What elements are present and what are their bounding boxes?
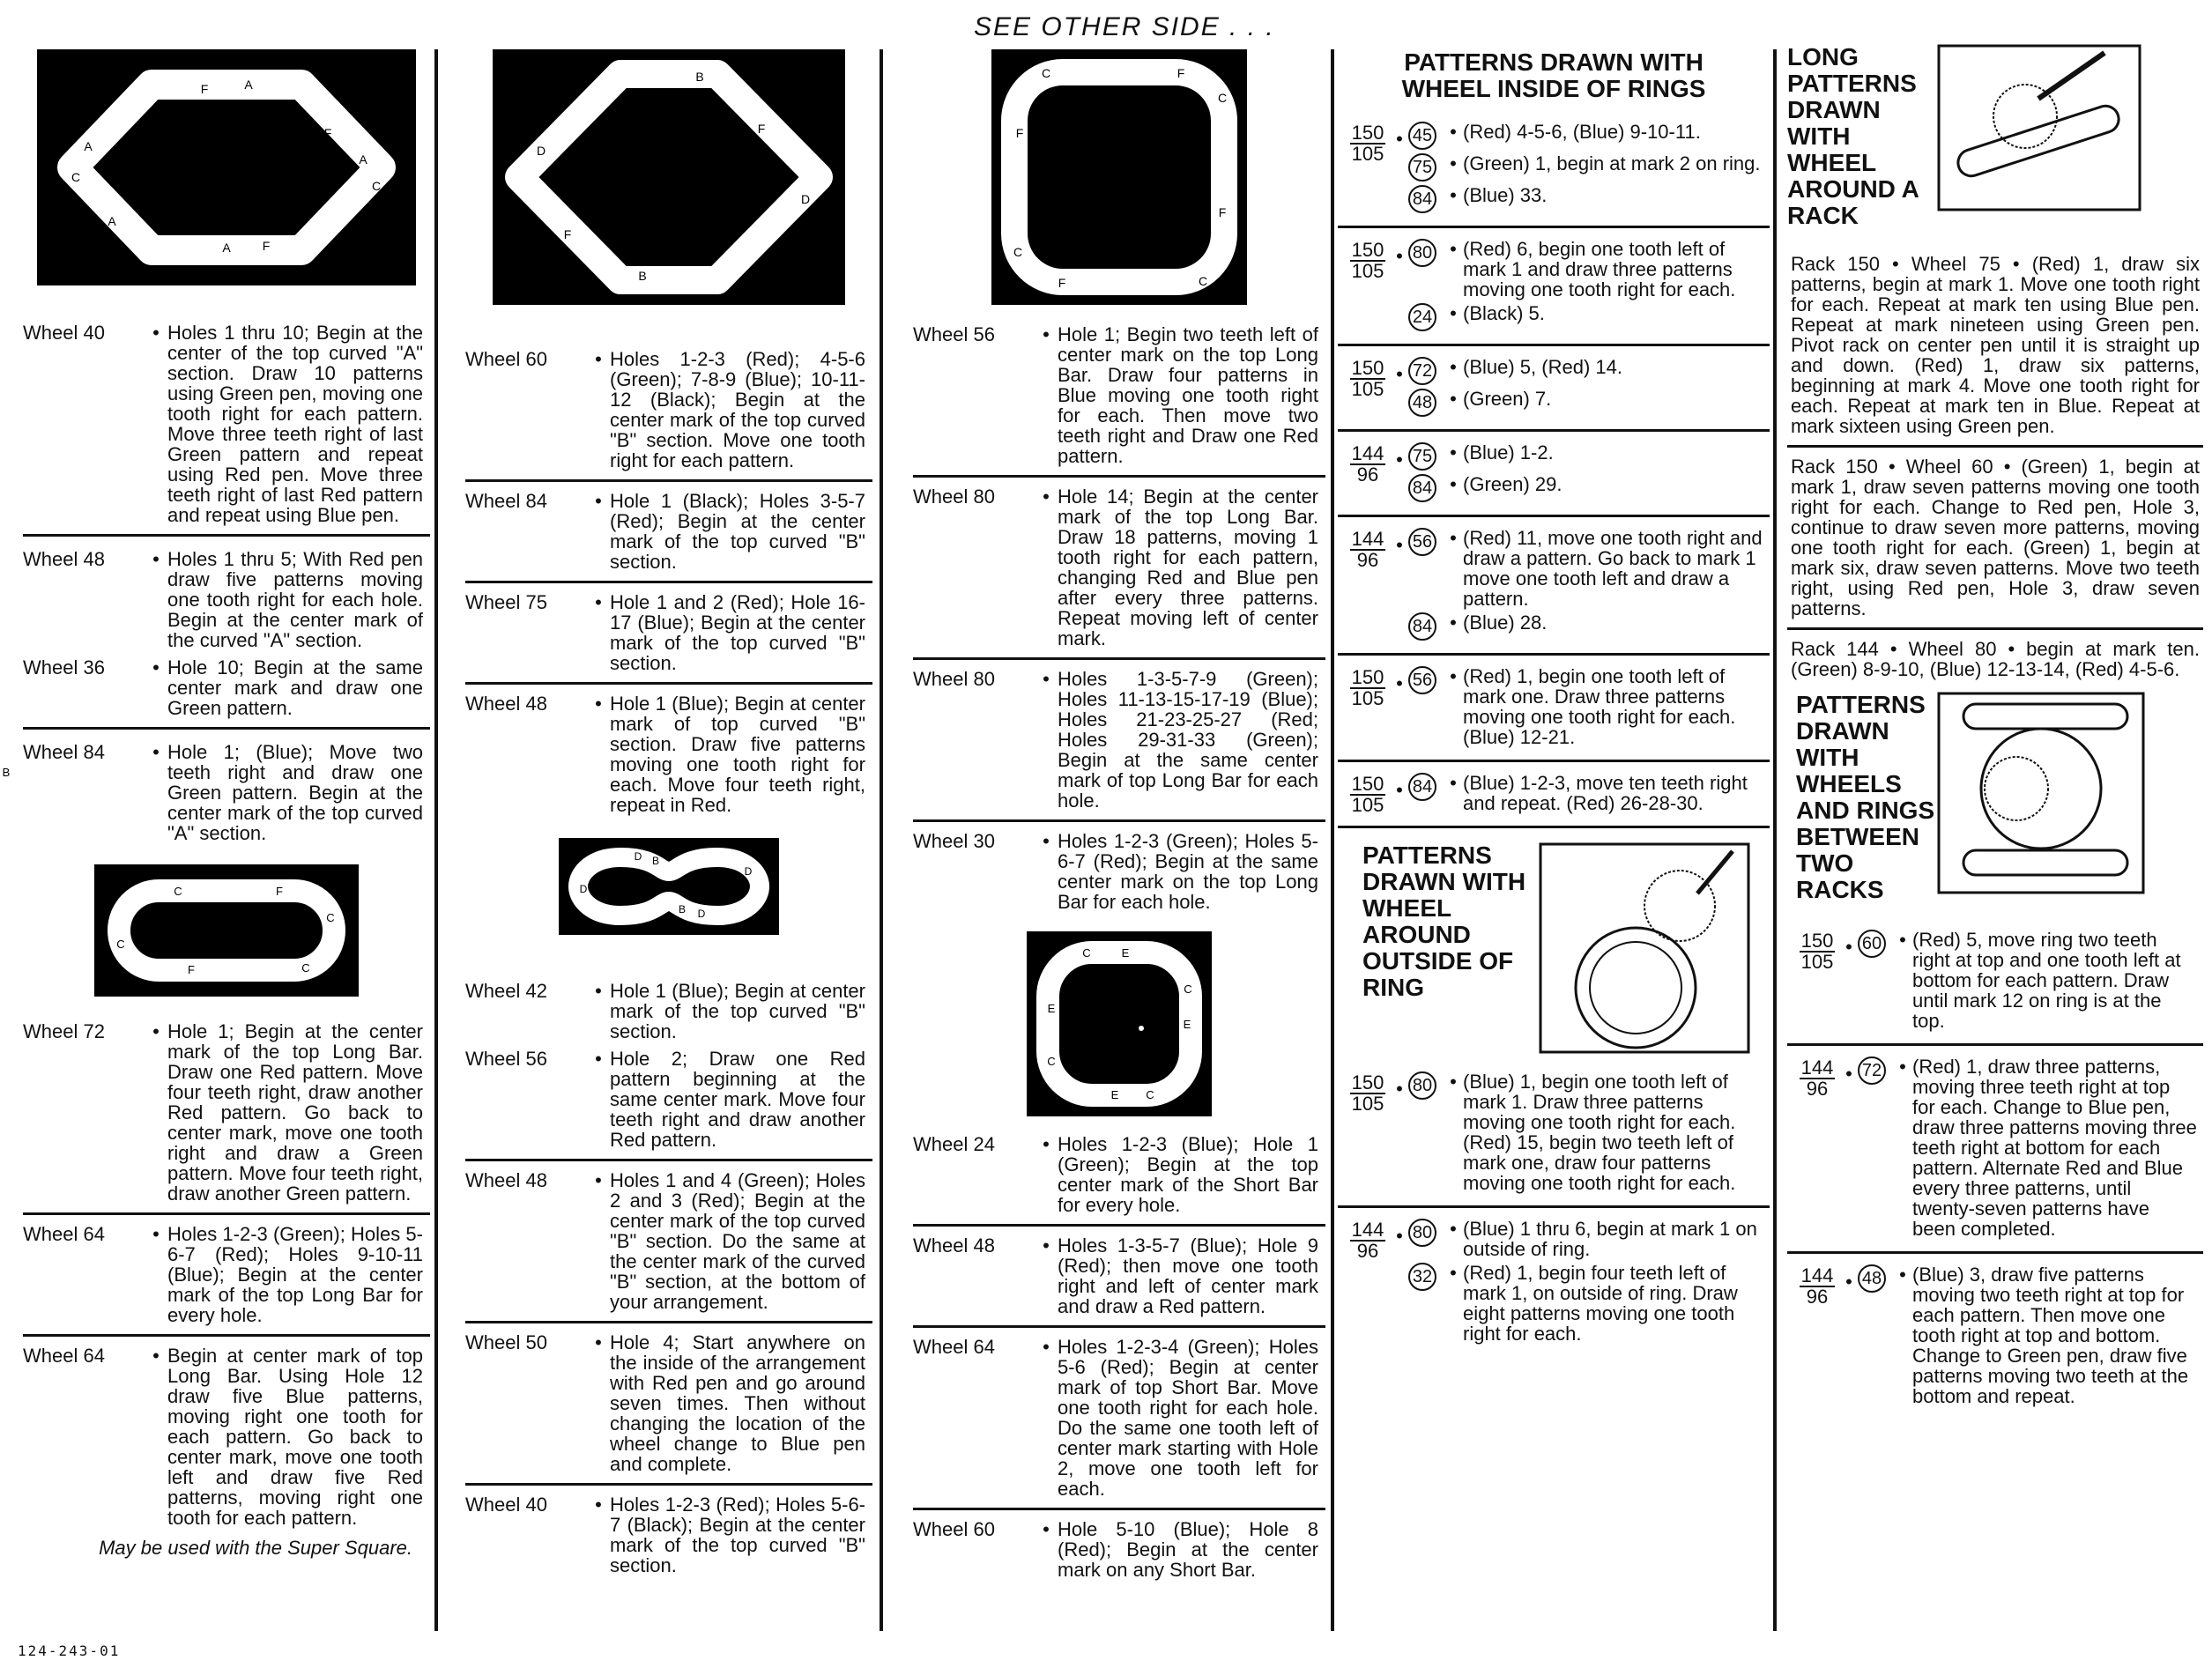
instruction-block: Wheel 84 • Hole 1 (Black); Holes 3-5-7 (Red); Begin at the center mark of the top curved "B" section.	[465, 482, 872, 583]
wheel-number-badge: 80	[1408, 239, 1436, 267]
pattern-text: (Red) 6, begin one tooth left of mark 1 and draw three patterns moving one tooth right for each.	[1463, 238, 1736, 300]
track-label: F	[642, 96, 651, 110]
ring-inner-teeth: 105	[1351, 687, 1384, 709]
wheel-number-badge: 60	[1858, 930, 1886, 958]
wheel-number-badge: 24	[1408, 303, 1436, 331]
pattern-text: (Red) 4-5-6, (Blue) 9-10-11.	[1463, 121, 1701, 143]
instruction-block: Wheel 75 • Hole 1 and 2 (Red); Hole 16-17 (Blue); Begin at the center mark of the top curved "B" section.	[465, 583, 872, 685]
wheel-number-badge: 72	[1858, 1056, 1886, 1085]
wheel-number-badge: 56	[1408, 528, 1436, 556]
track-label: F	[757, 122, 766, 136]
instruction-block: Wheel 56 • Hole 1; Begin two teeth left of center mark on the top Long Bar. Draw four patterns in Blue moving one tooth right for each. Then move two teeth right and Draw one Red pattern.	[913, 305, 1325, 478]
wheel-label: Wheel 50	[465, 1331, 547, 1353]
pattern-item	[1408, 153, 1764, 182]
instruction-block: Wheel 48 • Holes 1 thru 5; With Red pen draw five patterns moving one tooth right for each hole. Begin at the center mark of the curved "A" section. Wheel 36 • Hole 10; Begin at the same center mark and draw one Green pattern.	[23, 537, 430, 730]
wheel-label: Wheel 75	[465, 591, 547, 613]
pattern-item	[1408, 389, 1764, 417]
instruction-block: Wheel 50 • Hole 4; Start anywhere on the inside of the arrangement with Red pen and go around seven times. Then without changing the location of the wheel change to Blue pen and complete.	[465, 1323, 872, 1486]
pattern-item	[1408, 666, 1764, 747]
wheel-number-badge: 84	[1408, 185, 1436, 213]
bullet: •	[1450, 152, 1457, 174]
ring-outer-teeth: 144	[1351, 442, 1384, 464]
instruction-text: Holes 1 and 4 (Green); Holes 2 and 3 (Red); Begin at the center mark of the top curved "B" section. Do the same at the center mark of the curved "B" section, at the bottom of your arrangement.	[610, 1169, 865, 1313]
track-label: C	[1041, 66, 1051, 80]
track-label: F	[323, 126, 332, 140]
pattern-block	[1787, 919, 2203, 1046]
ring-size-fraction	[1348, 444, 1387, 485]
wheel-number-badge: 32	[1408, 1263, 1436, 1291]
wheel-label: Wheel 36	[23, 656, 105, 678]
track-label: F	[563, 227, 572, 241]
instruction-text: Hole 1; Begin at the center mark of the top Long Bar. Draw one Red pattern. Move four teeth right, draw another Red pattern. Go back to center mark, move one tooth right and draw a Green pattern. Move four teeth right, draw another Green pattern.	[167, 1020, 423, 1205]
pattern-text: (Red) 1, begin four teeth left of mark 1, on outside of ring. Draw eight patterns moving one tooth right for each.	[1463, 1262, 1738, 1345]
pattern-text: (Blue) 1-2-3, move ten teeth right and repeat. (Red) 26-28-30.	[1463, 772, 1748, 814]
track-label: C	[301, 961, 310, 975]
wheel-number-badge: 48	[1858, 1264, 1886, 1293]
ring-size-fraction	[1798, 931, 1837, 972]
track-label: A	[359, 152, 367, 167]
track-label: B	[651, 855, 660, 867]
instruction-block: Wheel 60 • Hole 5-10 (Blue); Hole 8 (Red); Begin at the center mark on any Short Bar.	[913, 1518, 1318, 1581]
wheel-number-badge: 84	[1408, 612, 1436, 641]
wheel-label: Wheel 80	[913, 486, 995, 508]
track-label: C	[1184, 982, 1192, 996]
ring-inner-teeth: 96	[1356, 1240, 1379, 1262]
track-label: B	[678, 903, 687, 916]
pattern-items	[1408, 357, 1764, 420]
instruction-block: Wheel 80 • Holes 1-3-5-7-9 (Green); Holes 11-13-15-17-19 (Blue); Holes 21-23-25-27 (Red; Holes 29-31-33 (Green); Begin at the same center mark of top Long Bar for each hole.	[913, 660, 1325, 822]
track-label: A	[244, 78, 253, 92]
track-label: E	[1110, 1088, 1119, 1101]
ring-inner-teeth: 105	[1351, 1093, 1384, 1115]
wheel-number-badge: 45	[1408, 122, 1436, 150]
bullet: •	[1450, 527, 1457, 549]
instruction-text: Hole 1 (Black); Holes 3-5-7 (Red); Begin at the center mark of the top curved "B" section.	[610, 490, 865, 573]
pattern-text: (Blue) 33.	[1463, 184, 1548, 206]
bullet: •	[1450, 1218, 1457, 1240]
track-label: F	[276, 885, 283, 898]
ring-outer-teeth: 150	[1800, 930, 1834, 952]
instruction-text: Holes 1-3-5-7 (Blue); Hole 9 (Red); then move one tooth right and left of center mark and draw a Red pattern.	[1058, 1234, 1318, 1317]
pattern-block	[1338, 111, 1770, 228]
bullet: •	[1899, 1056, 1906, 1078]
instruction-text: Hole 1 (Blue); Begin at center mark of top curved "B" section. Draw five patterns moving one tooth right for each. Move four teeth right, repeat in Red.	[610, 693, 865, 816]
track-label: A	[84, 139, 93, 153]
pattern-items	[1858, 1056, 2198, 1242]
wheel-number-badge: 80	[1408, 1219, 1436, 1247]
column-rule	[1331, 49, 1334, 1631]
ring-outer-teeth: 144	[1800, 1264, 1834, 1286]
track-label: F	[695, 249, 704, 263]
track-label: C	[1082, 946, 1091, 960]
footnote: May be used with the Super Square.	[99, 1537, 412, 1559]
bullet: •	[1396, 534, 1403, 556]
ring-inner-teeth: 96	[1806, 1078, 1829, 1100]
track-label: F	[1058, 276, 1066, 290]
ring-inner-teeth: 96	[1356, 549, 1379, 571]
instruction-text: Hole 10; Begin at the same center mark and draw one Green pattern.	[167, 656, 423, 719]
wheel-label: Wheel 48	[465, 693, 547, 715]
ring-outer-teeth: 144	[1351, 1219, 1384, 1241]
ring-outer-teeth: 150	[1351, 666, 1384, 688]
ring-size-fraction	[1798, 1266, 1837, 1307]
pattern-text: (Green) 7.	[1463, 388, 1552, 410]
ring-outer-teeth: 150	[1351, 773, 1384, 795]
bullet: •	[1396, 1078, 1403, 1100]
ring-inner-teeth: 105	[1351, 260, 1384, 282]
instruction-text: Hole 2; Draw one Red pattern beginning at the same center mark. Move four teeth right and draw another Red pattern.	[610, 1048, 865, 1151]
bullet: •	[1450, 121, 1457, 143]
rack-instruction: Rack 150 • Wheel 75 • (Red) 1, draw six patterns, begin at mark 1. Move one tooth right for each. Repeat at mark ten using Blue pen. Repeat at mark nineteen using Green pen. Pivot rack on center pen until it is straight up and down. (Red) 1, draw six patterns, beginning at mark 4. Move one tooth right for each. Repeat at mark ten in Blue. Repeat at mark sixteen using Green pen.	[1787, 245, 2203, 448]
bullet: •	[1396, 128, 1403, 150]
wheel-number-badge: 75	[1408, 153, 1436, 182]
pattern-block	[1338, 432, 1770, 517]
track-label: F	[1015, 126, 1024, 140]
instruction-text: Begin at center mark of top Long Bar. Using Hole 12 draw five Blue patterns, moving right one tooth for each pattern. Go back to center mark, move one tooth left and draw five Red patterns, moving right one tooth for each pattern.	[167, 1345, 423, 1529]
bullet: •	[1450, 184, 1457, 206]
pattern-items	[1408, 442, 1764, 506]
pattern-items	[1408, 528, 1764, 644]
instruction-text: Hole 1; (Blue); Move two teeth right and draw one Green pattern. Begin at the center mark of the top curved "A" section.	[167, 741, 423, 844]
instruction-block: Wheel 40 • Holes 1-2-3 (Red); Holes 5-6-7 (Black); Begin at the center mark of the top curved "B" section.	[465, 1494, 865, 1576]
section-title: LONG PATTERNS DRAWN WITH WHEEL AROUND A RACK	[1787, 43, 1919, 229]
track-label: B	[2, 766, 11, 779]
pattern-block	[1338, 656, 1770, 762]
instruction-block: Wheel 60 • Holes 1-2-3 (Red); 4-5-6 (Green); 7-8-9 (Blue); 10-11-12 (Black); Begin at the center mark of the top curved "B" section. Move one tooth right for each pattern.	[465, 305, 872, 482]
pattern-text: (Red) 1, draw three patterns, moving three teeth right at top for each. Change to Blue pen, draw three patterns moving three teeth right at bottom for each pattern. Alternate Red and Blue every three patterns, until twenty-seven patterns have been completed.	[1912, 1056, 2197, 1240]
pattern-items	[1858, 930, 2198, 1034]
instruction-block: Wheel 48 • Hole 1 (Blue); Begin at center mark of top curved "B" section. Draw five patterns moving one tooth right for each. Move four teeth right, repeat in Red.	[465, 693, 865, 816]
instruction-block: Wheel 64 • Begin at center mark of top Long Bar. Using Hole 12 draw five Blue patterns, moving right one tooth for each pattern. Go back to center mark, move one tooth left and draw five Red patterns, moving right one tooth for each pattern.	[23, 1345, 423, 1529]
pattern-item	[1858, 1056, 2198, 1239]
pattern-item	[1408, 474, 1764, 502]
ring-inner-teeth: 96	[1356, 463, 1379, 486]
pattern-item	[1858, 930, 2198, 1031]
track-label: C	[174, 885, 182, 898]
pattern-block	[1338, 1208, 1770, 1356]
pattern-text: (Black) 5.	[1463, 302, 1545, 324]
track-label: A	[222, 241, 231, 255]
wheel-label: Wheel 64	[23, 1223, 105, 1245]
column-rule	[434, 49, 438, 1631]
track-label: F	[200, 82, 209, 96]
wheel-outside-ring-illustration	[1539, 842, 1750, 1054]
instruction-block: Wheel 64 • Holes 1-2-3 (Green); Holes 5-6-7 (Red); Holes 9-10-11 (Blue); Begin at the center mark of the top Long Bar for every hole.	[23, 1215, 430, 1337]
ring-outer-teeth: 150	[1351, 239, 1384, 261]
pattern-items	[1408, 1071, 1764, 1197]
diamond-track-diagram	[493, 49, 845, 305]
instruction-block: Wheel 80 • Hole 14; Begin at the center mark of the top Long Bar. Draw 18 patterns, moving 1 tooth right for each pattern, changing Red and Blue pen after every three patterns. Repeat moving left of center mark.	[913, 478, 1325, 660]
figure-eight-track-diagram	[559, 838, 779, 935]
bullet: •	[1396, 779, 1403, 801]
instruction-block: Wheel 64 • Holes 1-2-3-4 (Green); Holes 5-6 (Red); Begin at center mark of top Short Bar. Move one tooth right for each hole. Do the same one tooth left of center mark starting with Hole 2, move one tooth left for each.	[913, 1328, 1325, 1510]
instruction-text: Hole 1 (Blue); Begin at center mark of the top curved "B" section.	[610, 980, 865, 1042]
bullet: •	[1450, 238, 1457, 260]
pattern-text: (Blue) 1, begin one tooth left of mark 1. Draw three patterns moving one tooth right for each. (Red) 15, begin two teeth left of mark one, draw four patterns moving one tooth right for each.	[1463, 1071, 1736, 1194]
pattern-text: (Blue) 1 thru 6, begin at mark 1 on outside of ring.	[1463, 1218, 1757, 1260]
instruction-text: Holes 1-2-3 (Blue); Hole 1 (Green); Begin at the top center mark of the Short Bar for every hole.	[1058, 1133, 1318, 1216]
outside-ring-list	[1338, 1061, 1770, 1356]
ring-size-fraction	[1348, 775, 1387, 815]
wheel-label: Wheel 60	[465, 348, 547, 370]
pattern-block	[1787, 1046, 2203, 1254]
column-rule	[1773, 49, 1777, 1631]
wheel-label: Wheel 56	[465, 1048, 547, 1070]
bullet: •	[1396, 245, 1403, 267]
pattern-items	[1408, 1219, 1764, 1347]
wheel-label: Wheel 72	[23, 1020, 105, 1042]
pattern-item	[1408, 612, 1764, 641]
instruction-block: Wheel 72 • Hole 1; Begin at the center mark of the top Long Bar. Draw one Red pattern. Move four teeth right, draw another Red pattern. Go back to center mark, move one tooth right and draw a Green pattern. Move four teeth right, draw another Green pattern.	[23, 997, 430, 1215]
pattern-text: (Blue) 1-2.	[1463, 441, 1554, 463]
column-3	[913, 49, 1325, 1633]
track-label: C	[326, 911, 335, 924]
wheel-label: Wheel 30	[913, 830, 995, 852]
pattern-items	[1408, 239, 1764, 335]
bullet: •	[1450, 612, 1457, 634]
instruction-text: Holes 1-2-3 (Red); 4-5-6 (Green); 7-8-9 (Blue); 10-11-12 (Black); Begin at the center mark of the top curved "B" section. Move one tooth right for each pattern.	[610, 348, 865, 471]
track-label: C	[71, 170, 81, 184]
track-label: A	[108, 214, 116, 228]
instruction-text: Holes 1-2-3 (Green); Holes 5-6-7 (Red); Begin at the same center mark on the top Long Bar for each hole.	[1058, 830, 1318, 913]
track-label: C	[1198, 274, 1208, 288]
track-label: D	[800, 192, 811, 206]
ring-outer-teeth: 150	[1351, 357, 1384, 379]
pattern-items	[1408, 122, 1764, 217]
track-label: C	[1146, 1088, 1154, 1101]
pattern-items	[1408, 773, 1764, 817]
pattern-block	[1338, 517, 1770, 656]
wheel-label: Wheel 40	[465, 1494, 547, 1516]
wheel-label: Wheel 60	[913, 1518, 995, 1540]
pattern-item	[1408, 239, 1764, 300]
track-label: C	[1013, 245, 1023, 259]
bullet: •	[1845, 1271, 1852, 1293]
wheel-label: Wheel 56	[913, 323, 995, 345]
bullet: •	[1396, 1225, 1403, 1247]
wheel-number-badge: 56	[1408, 666, 1436, 694]
track-label: E	[1047, 1002, 1056, 1015]
pattern-item	[1408, 528, 1764, 609]
pattern-item	[1408, 122, 1764, 150]
bullet: •	[1450, 388, 1457, 410]
track-label: B	[638, 269, 647, 283]
pattern-item	[1408, 1071, 1764, 1193]
pattern-item	[1408, 303, 1764, 331]
instruction-text: Hole 14; Begin at the center mark of the top Long Bar. Draw 18 patterns, moving 1 tooth right for each pattern, changing Red and Blue pen after every three patterns. Repeat moving left of center mark.	[1058, 486, 1318, 649]
bullet: •	[1845, 1063, 1852, 1085]
pattern-item	[1858, 1264, 2198, 1406]
track-label: D	[536, 144, 546, 158]
between-racks-list	[1787, 919, 2203, 1419]
pattern-text: (Red) 5, move ring two teeth right at top and one tooth left at bottom for each pattern. Draw until mark 12 on ring is at the top.	[1912, 929, 2181, 1032]
instruction-block: Wheel 40 • Holes 1 thru 10; Begin at the center of the top curved "A" section. Draw 10 patterns using Green pen, moving one tooth right for each pattern. Move three teeth right of last Green pattern and repeat using Red pen. Move three teeth right of last Red pattern and repeat using Blue pen.	[23, 285, 430, 537]
small-square-track-diagram	[1027, 931, 1212, 1116]
pattern-text: (Green) 29.	[1463, 473, 1563, 495]
pattern-items	[1408, 666, 1764, 751]
wheel-around-rack-illustration	[1937, 44, 2141, 211]
bullet: •	[1450, 441, 1457, 463]
ring-inner-teeth: 105	[1351, 143, 1384, 165]
pattern-text: (Red) 11, move one tooth right and draw a pattern. Go back to mark 1 move one tooth left and draw a pattern.	[1463, 527, 1763, 610]
bullet: •	[1845, 936, 1852, 958]
ring-inner-teeth: 105	[1800, 951, 1834, 973]
hexagon-track-diagram	[37, 49, 416, 285]
pattern-block	[1338, 762, 1770, 828]
ring-patterns-list	[1338, 111, 1770, 828]
track-label: C	[1047, 1055, 1056, 1068]
instruction-block: Wheel 48 • Holes 1 and 4 (Green); Holes 2 and 3 (Red); Begin at the center mark of the top curved "B" section. Do the same at the center mark of the curved "B" section, at the bottom of your arrangement.	[465, 1161, 872, 1323]
pattern-text: (Blue) 28.	[1463, 612, 1548, 634]
pattern-text: (Red) 1, begin one tooth left of mark one. Draw three patterns moving one tooth right for each. (Blue) 12-21.	[1463, 665, 1736, 748]
section-title: PATTERNS DRAWN WITH WHEELS AND RINGS BETWEEN TWO RACKS	[1796, 691, 1935, 903]
track-label: C	[116, 938, 125, 951]
track-label: E	[1183, 1018, 1191, 1031]
column-1	[2, 49, 430, 1633]
track-label: D	[697, 908, 706, 920]
ring-size-fraction	[1348, 530, 1387, 570]
pattern-block	[1787, 1254, 2203, 1419]
track-label: F	[262, 239, 271, 253]
wheel-label: Wheel 48	[913, 1234, 995, 1257]
pattern-item	[1408, 185, 1764, 213]
wheel-label: Wheel 48	[465, 1169, 547, 1191]
ring-size-fraction	[1348, 123, 1387, 164]
wheel-label: Wheel 64	[23, 1345, 105, 1367]
rack-instruction: Rack 150 • Wheel 60 • (Green) 1, begin at mark 1, draw seven patterns moving one tooth right for each. Change to Red pen, Hole 3, continue to draw seven more patterns, moving one tooth right for each. (Green) 1, begin at mark six, draw seven patterns. Move two teeth right, using Red pen, Hole 3, draw seven patterns.	[1787, 448, 2203, 630]
ring-size-fraction	[1348, 1220, 1387, 1261]
wheel-label: Wheel 84	[23, 741, 105, 763]
bullet: •	[1450, 356, 1457, 378]
pattern-block	[1338, 1061, 1770, 1208]
track-label: F	[1218, 205, 1227, 219]
instruction-text: Holes 1 thru 10; Begin at the center of the top curved "A" section. Draw 10 patterns using Green pen, moving one tooth right for each pattern. Move three teeth right of last Green pattern and repeat using Red pen. Move three teeth right of last Red pattern and repeat using Blue pen.	[167, 322, 423, 526]
bullet: •	[1396, 672, 1403, 694]
ring-size-fraction	[1798, 1058, 1837, 1099]
pattern-item	[1408, 1219, 1764, 1259]
ring-inner-teeth: 96	[1806, 1286, 1829, 1308]
wheel-label: Wheel 40	[23, 322, 105, 344]
ring-size-fraction	[1348, 1073, 1387, 1114]
pattern-block	[1338, 228, 1770, 346]
ring-inner-teeth: 105	[1351, 794, 1384, 816]
instruction-block: Wheel 42 • Hole 1 (Blue); Begin at center mark of the top curved "B" section. Wheel 56 • Hole 2; Draw one Red pattern beginning at the same center mark. Move four teeth right and draw another Red pattern.	[465, 935, 872, 1161]
instruction-block: Wheel 84 • Hole 1; (Blue); Move two teeth right and draw one Green pattern. Begin at the center mark of the top curved "A" section.	[23, 741, 423, 844]
pattern-item	[1408, 357, 1764, 385]
pattern-items	[1858, 1264, 2198, 1410]
wheel-number-badge: 84	[1408, 773, 1436, 801]
wheel-label: Wheel 80	[913, 668, 995, 690]
track-label: D	[744, 865, 753, 878]
bullet: •	[1450, 665, 1457, 687]
track-label: C	[1217, 91, 1228, 105]
instruction-text: Holes 1-3-5-7-9 (Green); Holes 11-13-15-17-19 (Blue); Holes 21-23-25-27 (Red; Holes 29-31-33 (Green); Begin at the same center mark of top Long Bar for each hole.	[1058, 668, 1318, 812]
instruction-text: Holes 1-2-3-4 (Green); Holes 5-6 (Red); Begin at center mark of top Short Bar. Move one tooth right for each hole. Do the same one tooth left of center mark starting with Hole 2, move one tooth left for each.	[1058, 1336, 1318, 1500]
track-label: D	[579, 883, 588, 895]
instruction-text: Hole 1; Begin two teeth left of center mark on the top Long Bar. Draw four patterns in Blue moving one tooth right for each. Then move two teeth right and Draw one Red pattern.	[1058, 323, 1318, 467]
pattern-text: (Green) 1, begin at mark 2 on ring.	[1463, 152, 1761, 174]
bullet: •	[1450, 772, 1457, 794]
ring-outer-teeth: 144	[1800, 1056, 1834, 1079]
wheel-label: Wheel 84	[465, 490, 547, 512]
wheel-number-badge: 72	[1408, 357, 1436, 385]
rack-instruction: Rack 144 • Wheel 80 • begin at mark ten. (Green) 8-9-10, (Blue) 12-13-14, (Red) 4-5-6.	[1791, 638, 2200, 680]
wheel-label: Wheel 24	[913, 1133, 995, 1155]
pattern-item	[1408, 1263, 1764, 1344]
wheel-number-badge: 75	[1408, 442, 1436, 471]
bullet: •	[1899, 929, 1906, 951]
wheels-between-racks-illustration	[1937, 692, 2145, 894]
track-label: F	[1177, 66, 1185, 80]
track-label: B	[695, 70, 704, 84]
bullet: •	[1450, 1071, 1457, 1093]
track-label: E	[1121, 946, 1130, 960]
column-5	[1787, 44, 2203, 1633]
pattern-text: (Blue) 3, draw five patterns moving two teeth right at top for each pattern. Then move one tooth right at top and bottom. Change to Green pen, draw five patterns moving two teeth at the bottom and repeat.	[1912, 1264, 2189, 1407]
square-track-diagram	[991, 49, 1247, 305]
ring-size-fraction	[1348, 241, 1387, 281]
pattern-item	[1408, 773, 1764, 813]
wheel-number-badge: 48	[1408, 389, 1436, 417]
pattern-block	[1338, 346, 1770, 432]
ring-outer-teeth: 150	[1351, 1071, 1384, 1093]
see-other-side: SEE OTHER SIDE . . .	[974, 12, 1275, 41]
instruction-block: Wheel 24 • Holes 1-2-3 (Blue); Hole 1 (Green); Begin at the top center mark of the Short Bar for every hole.	[913, 1116, 1325, 1227]
bullet: •	[1450, 473, 1457, 495]
column-4	[1338, 49, 1770, 1633]
bullet: •	[1396, 449, 1403, 471]
ring-outer-teeth: 150	[1351, 122, 1384, 144]
instruction-text: Holes 1-2-3 (Green); Holes 5-6-7 (Red); Holes 9-10-11 (Blue); Begin at the center mark of the top Long Bar for every hole.	[167, 1223, 423, 1326]
pattern-item	[1408, 442, 1764, 471]
instruction-block: Wheel 48 • Holes 1-3-5-7 (Blue); Hole 9 (Red); then move one tooth right and left of center mark and draw a Red pattern.	[913, 1227, 1325, 1328]
track-label: D	[634, 850, 642, 863]
wheel-label: Wheel 48	[23, 548, 105, 570]
bullet: •	[1450, 302, 1457, 324]
instruction-text: Holes 1 thru 5; With Red pen draw five patterns moving one tooth right for each hole. Begin at the center mark of the curved "A" section.	[167, 548, 423, 651]
instruction-block: Wheel 30 • Holes 1-2-3 (Green); Holes 5-6-7 (Red); Begin at the same center mark on the top Long Bar for each hole.	[913, 830, 1318, 913]
instruction-text: Hole 4; Start anywhere on the inside of the arrangement with Red pen and go around seven times. Then without changing the location of the wheel change to Blue pen and complete.	[610, 1331, 865, 1475]
instruction-text: Hole 1 and 2 (Red); Hole 16-17 (Blue); Begin at the center mark of the top curved "B" section.	[610, 591, 865, 674]
column-rule	[880, 49, 883, 1631]
instruction-text: Holes 1-2-3 (Red); Holes 5-6-7 (Black); Begin at the center mark of the top curved "B" section.	[610, 1494, 865, 1576]
column-2	[465, 49, 872, 1633]
product-code: 124-243-01	[18, 1642, 121, 1659]
ring-outer-teeth: 144	[1351, 528, 1384, 550]
ring-size-fraction	[1348, 359, 1387, 399]
wheel-label: Wheel 42	[465, 980, 547, 1002]
ring-inner-teeth: 105	[1351, 378, 1384, 400]
section-title: PATTERNS DRAWN WITH WHEEL AROUND OUTSIDE OF RING	[1362, 841, 1526, 1001]
track-label: F	[188, 963, 195, 976]
track-label: C	[371, 179, 382, 193]
ring-size-fraction	[1348, 668, 1387, 708]
bullet: •	[1450, 1262, 1457, 1284]
bullet: •	[1899, 1264, 1906, 1286]
wheel-label: Wheel 64	[913, 1336, 995, 1358]
bullet: •	[1396, 363, 1403, 385]
wheel-number-badge: 80	[1408, 1071, 1436, 1100]
pattern-text: (Blue) 5, (Red) 14.	[1463, 356, 1622, 378]
wheel-number-badge: 84	[1408, 474, 1436, 502]
section-title: PATTERNS DRAWN WITH WHEEL INSIDE OF RINGS	[1401, 48, 1706, 102]
instruction-text: Hole 5-10 (Blue); Hole 8 (Red); Begin at the center mark on any Short Bar.	[1058, 1518, 1318, 1581]
